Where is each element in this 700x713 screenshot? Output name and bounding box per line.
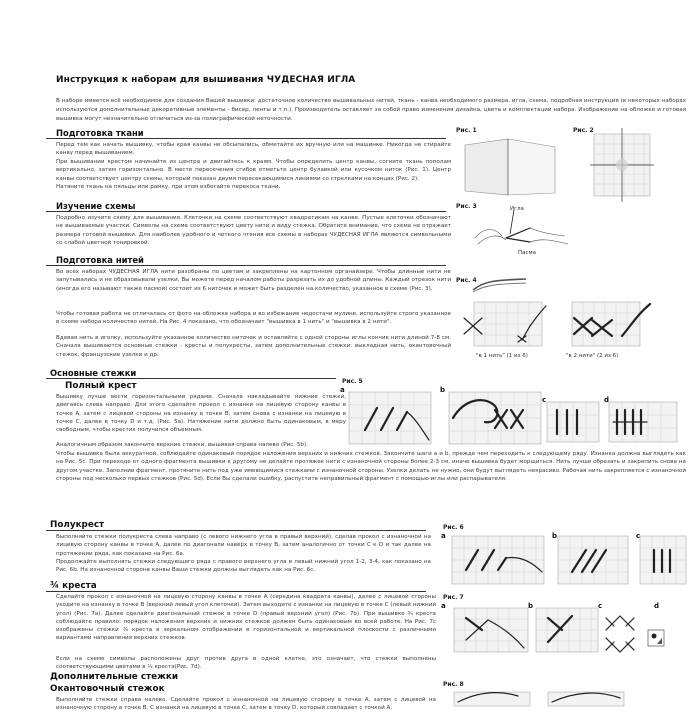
threads-text-3: Вдевая нить в иголку, используйте указанное количество ниточек и оставляйте с одной стороны иглы кончик нити длиной 7-8 см. Сначала вышиваются основные стежки - кресты и полукресты, затем дополнительные стежки: выкладная нить, окантовочный стежок, французские узелки и др. — [56, 335, 451, 358]
divider — [46, 211, 446, 212]
divider — [46, 591, 426, 592]
half-cross-text-1: Выполняйте стежки полукреста слева направо (с левого нижнего угла в правый верхний), сделав прокол с изнаночной на лицевую сторону канвы в точке А, далее по диагонали наверх в точку В, затем аналогично от точки С к D и так далее на протяжении ряда, как показано на Рис. 6а. — [56, 534, 431, 557]
fabric-text-2: При вышивании крестом начинайте из центра и двигайтесь к краям. Чтобы определить центр канвы, согните ткань пополам вертикально, затем горизонтально. В месте пересечения сгибов отметьте центр булавкой или кусочком ниток (Рис. 1). Центр канвы соответствует центру схемы, который показан двумя пересекающимися линиями со стрелками на концах (Рис. 2). — [56, 159, 451, 182]
fig5-letter-c: c — [542, 396, 547, 404]
heading-half-cross: Полукрест — [50, 520, 105, 530]
heading-extra: Дополнительные стежки — [50, 672, 178, 682]
full-cross-text-2: Аналогичным образом закончите верхние стежки, вышивая справа налево (Рис. 5b). — [56, 442, 308, 448]
fig5-label: Рис. 5 — [342, 378, 363, 385]
page-title: Инструкция к наборам для вышивания ЧУДЕСНАЯ ИГЛА — [56, 75, 356, 85]
heading-edge-stitch: Окантовочный стежок — [50, 684, 165, 694]
fig5-letter-b: b — [440, 386, 446, 394]
fig1-label: Рис. 1 — [456, 127, 477, 134]
fabric-text-1: Перед тем как начать вышивку, чтобы края канвы не обсыпались, обметайте их вручную или на машинке. Никогда не стирайте канву перед вышиванием. — [56, 142, 451, 157]
fig3-thread-split — [470, 208, 580, 256]
fig3-needle-label: Игла — [510, 206, 524, 212]
divider — [46, 138, 446, 139]
fig4-label: Рис. 4 — [456, 277, 477, 284]
divider — [46, 378, 336, 379]
edge-stitch-text: Выполняйте стежки справа налево. Сделайте прокол с изнаночной на лицевую сторону в точке А, затем с лицевой на изнаночную сторону в точке В. С изнанки на лицевую в точке С, затем в точку D, который совпадает с точкой А. — [56, 697, 436, 712]
fig5-letter-a: а — [340, 386, 345, 394]
fig2-label: Рис. 2 — [573, 127, 594, 134]
intro-paragraph: В наборе имеется всё необходимое для создания Вашей вышивки: достаточное количество вышивальных нитей, ткань - канва необходимого размера, игла, схема, подробная инструкция (в некоторых наборах используются дополнительные декоративные элементы - бисер, ленты и т.п.). Производитель оставляет за собой право изменения дизайна, цвета и комплектации набора. Изображение на обложке и готовая вышивка могут незначительно отличаться из-за полиграфической неточности. — [56, 98, 686, 122]
heading-threads: Подготовка нитей — [56, 255, 144, 265]
half-cross-text-2: Продолжайте выполнять стежки следующего ряда с правого верхнего угла в левый нижний угол 1-2, 3-4, как показано на Рис. 6b. На изнаночной стороне канвы Ваши стежки должны выглядеть как на Рис. 6с. — [56, 559, 431, 574]
heading-scheme: Изучение схемы — [56, 201, 136, 211]
three-quarter-text-1: Сделайте прокол с изнаночной на лицевую сторону канвы в точке А (середина квадрата канвы), далее с лицевой стороны уходите на изнанку в точке В (верхний левый угол клеточки). Затем выходите с изнанки на лицевую в точке С (левый нижний угол) (Рис. 7а). Далее сделайте диагональный стежок в точке D (правый верхний угол) (Рис. 7b). При вышивке ¾ креста соблюдайте правило: порядок наложения верхних и нижних стежков должен быть одинаковым во всей работе. На Рис. 7с изображены стежки ¾ креста в зеркальном отображении в горизонтальной и вертикальной плоскости с различными вариантами направления верхних стежков. — [56, 594, 436, 642]
fig6-letter-b: b — [552, 532, 558, 540]
fig7-three-quarter — [448, 604, 688, 656]
fig6-half-cross — [448, 532, 688, 588]
fig7-letter-c: c — [598, 602, 603, 610]
threads-text-2: Чтобы готовая работа не отличалась от фото на обложке набора и во избежание недостачи мулине, используйте строго указанное в схеме набора количество нитей. На Рис. 4 показано, что обозначает "вышивка в 1 нить" и "вышивка в 2 нити". — [56, 311, 451, 326]
fig8-label: Рис. 8 — [443, 681, 464, 688]
fig6-letter-a: а — [441, 532, 446, 540]
heading-basic: Основные стежки — [50, 368, 137, 378]
fig7-label: Рис. 7 — [443, 594, 464, 601]
fig7-letter-b: b — [528, 602, 534, 610]
fig3-skein-label: Пасма — [518, 250, 537, 256]
fig7-letter-d: d — [654, 602, 660, 610]
fig7-letter-a: а — [441, 602, 446, 610]
fig5-letter-d: d — [604, 396, 610, 404]
fig4-two-threads-label: "в 2 нити" (2 из 6) — [566, 353, 619, 359]
fig8-edge-stitch — [448, 686, 688, 706]
heading-full-cross: Полный крест — [65, 381, 137, 391]
fig3-label: Рис. 3 — [456, 203, 477, 210]
fig1-folded-fabric — [460, 135, 560, 200]
fig5-full-cross — [345, 388, 685, 448]
fig4-skein — [470, 276, 530, 296]
divider — [46, 530, 426, 531]
fabric-text-3: Натяните ткань на пяльцы или рамку, при этом избегайте перекоса ткани. — [56, 184, 281, 190]
fig4-one-thread-label: "в 1 нить" (1 из 6) — [476, 353, 528, 359]
heading-three-quarter: ¾ креста — [50, 581, 97, 591]
threads-text-1: Во всех наборах ЧУДЕСНАЯ ИГЛА нити разобраны по цветам и закреплены на картонном органайзере. Чтобы длинные нити не запутывались и не образовывали узелки, Вы можете перед началом работы разрезать их до удобной длины. Каждый отрезок нити (иногда его называют также пасмой) состоит из 6 ниточек и может быть разделен на количество, указанное в схеме (Рис. 3). — [56, 269, 451, 292]
heading-fabric: Подготовка ткани — [56, 128, 144, 138]
fig2-scheme-center — [590, 128, 658, 203]
divider — [46, 265, 446, 266]
three-quarter-text-2: Если на схеме символы расположены друг против друга в одной клетке, это означает, что стежки выполнены соответствующими цветами в ¾ креста(Рис. 7d). — [56, 656, 436, 671]
fig4-thread-count — [462, 296, 662, 352]
full-cross-text-3: Чтобы вышивка была аккуратной, соблюдайте одинаковый порядок наложения верхних и нижних стежков. Закончите шаги а и b, прежде чем переходить к следующему ряду. Изнанка должна выглядеть как на Рис. 5с. При переходе от одного фрагмента вышивки к другому не делайте протяжек нити с изнаночной стороны более 2-3 см, иначе вышивка будет морщиться. Нить лучше обрезать и закрепить снова на другом участке. Заполнив фрагмент, протяните нить под уже имеющимися стежками с изнаночной стороны. Узелки делать не нужно, они будут выглядеть некрасиво. Рабочая нить закрепляется с изнаночной стороны под несколько первых стежков (Рис. 5d). Если Вы сделали ошибку, распустите неправильный фрагмент с помощью иглы или распарывателя. — [56, 451, 686, 482]
full-cross-text-1: Вышивку лучше вести горизонтальными рядами. Сначала накладывайте нижние стежки, двигаясь слева направо. Для этого сделайте прокол с изнанки на лицевую сторону канвы в точке А, затем с лицевой стороны на изнанку в точке В; затем снова с изнанки на лицевую в точке С, далее в точку D и т.д. (Рис. 5а). Натяжение нити должно быть одинаковым, в меру свободным, чтобы крестик получился объемным. — [56, 394, 346, 434]
fig6-label: Рис. 6 — [443, 524, 464, 531]
fig6-letter-c: c — [636, 532, 641, 540]
scheme-text: Подробно изучите схему для вышивания. Клеточки на схеме соответствуют квадратикам на канве. Пустые клеточки обозначают не вышиваемые участки. Символы на схеме соответствуют цвету нити и виду стежка. Обратите внимание, что схема не отражает размера готовой вышивки. Для наиболее удобного и четкого чтения все схемы в наборах ЧУДЕСНАЯ ИГЛА являются символьными со слабой цветной тонировкой. — [56, 215, 451, 246]
